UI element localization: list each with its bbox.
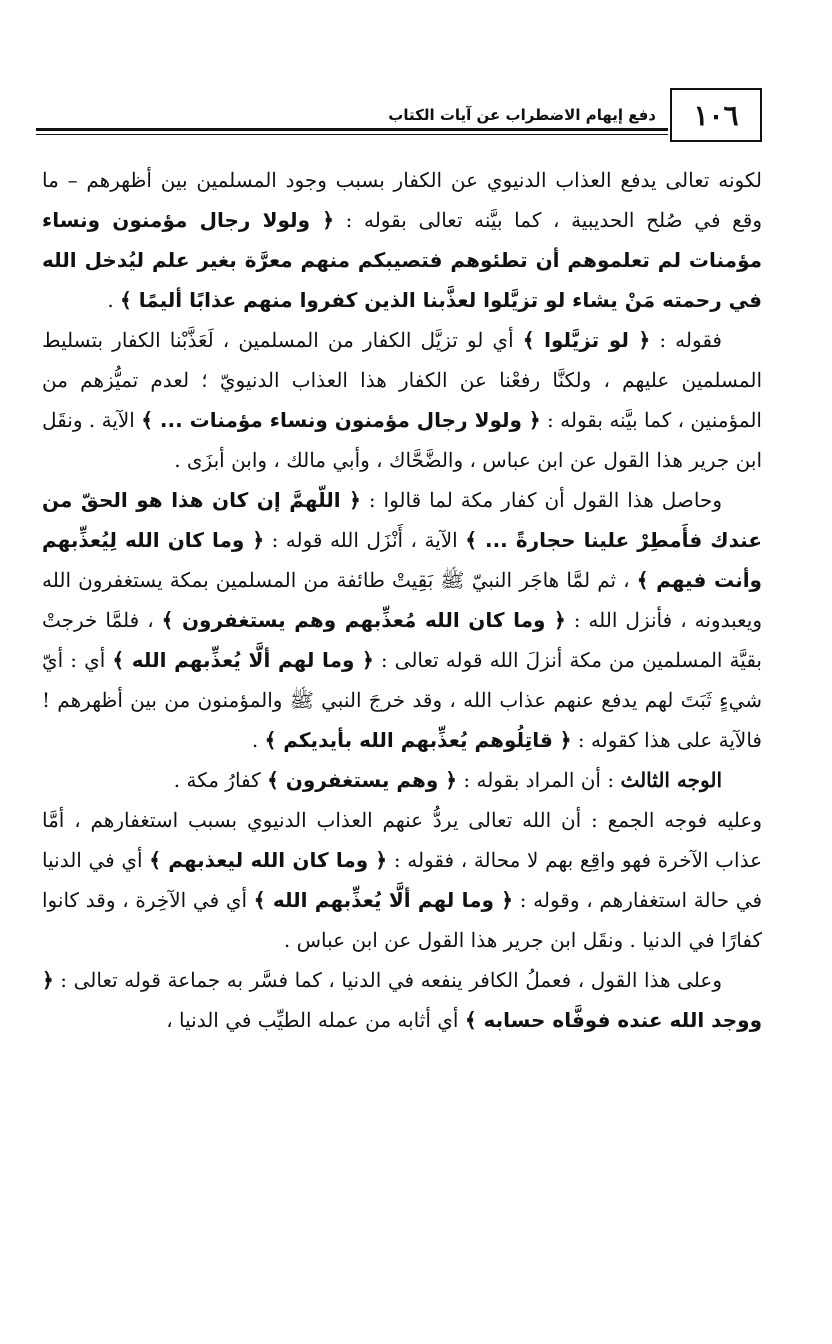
page-header — [36, 88, 762, 144]
quran-verse: ﴿ وما كان الله مُعذِّبهم وهم يستغفرون ﴾ — [161, 608, 566, 632]
body-text — [42, 160, 762, 1040]
body-run: : أن المراد بقوله : — [457, 768, 621, 792]
quran-verse: ﴿ وهم يستغفرون ﴾ — [267, 768, 458, 792]
paragraph — [42, 800, 762, 960]
body-run: أي في الآخِرة ، وقد كانوا كفارًا في الدنيا . ونقَل ابن جرير هذا القول عن ابن عباس . — [42, 888, 762, 952]
body-run: وعلى هذا القول ، فعملُ الكافر ينفعه في الدنيا ، كما فسَّر به جماعة قوله تعالى : — [53, 968, 722, 992]
body-run: ، فلمَّا خرجتْ بقيَّة المسلمين من مكة أنزلَ الله قوله تعالى : — [42, 608, 763, 672]
body-run: أي أثابه من عمله الطيِّب في الدنيا ، — [166, 1008, 465, 1032]
quran-verse: ﴿ لو تزيَّلوا ﴾ — [522, 328, 651, 352]
quran-verse: ﴿ ووجد الله عنده فوفَّاه حسابه ﴾ — [42, 968, 762, 1032]
quran-verse: ﴿ وما لهم ألَّا يُعذِّبهم الله ﴾ — [253, 888, 513, 912]
body-run: . — [251, 728, 265, 752]
body-run: ، ثم لمَّا هاجَر النبيّ ﷺ بَقِيتْ طائفة من المسلمين بمكة يستغفرون الله ويعبدونه ، فأنزل الله : — [42, 568, 762, 632]
header-rule-thick — [36, 128, 668, 131]
body-run: . — [107, 288, 121, 312]
body-run: لكونه تعالى يدفع العذاب الدنيوي عن الكفار بسبب وجود المسلمين بين أظهرهم – ما وقع في صُلح الحديبية ، كما بيَّنه تعالى بقوله : — [42, 168, 763, 232]
body-run: وعليه فوجه الجمع : أن الله تعالى يردُّ عنهم العذاب الدنيوي بسبب استغفارهم ، أمَّا عذاب الآخرة فهو واقِع بهم لا محالة ، فقوله : — [42, 808, 763, 872]
section-heading: الوجه الثالث — [620, 768, 722, 792]
body-run: وحاصل هذا القول أن كفار مكة لما قالوا : — [360, 488, 722, 512]
quran-verse: ﴿ وما لهم ألَّا يُعذِّبهم الله ﴾ — [112, 648, 374, 672]
paragraph — [42, 480, 762, 760]
quran-verse: ﴿ وما كان الله لِيُعذِّبهم وأنت فيهم ﴾ — [42, 528, 762, 592]
quran-verse: ﴿ اللّهمَّ إن كان هذا هو الحقّ من عندك فأَمطِرْ علينا حجارةً ... ﴾ — [42, 488, 762, 552]
running-title: دفع إيهام الاضطراب عن آيات الكتاب — [388, 106, 656, 124]
quran-verse: ﴿ وما كان الله ليعذبهم ﴾ — [149, 848, 388, 872]
header-rule-thin — [36, 134, 668, 135]
body-run: الآية ، أَنْزَل الله قوله : — [264, 528, 466, 552]
body-run: كفارُ مكة . — [173, 768, 268, 792]
body-run: أي لو تزيَّل الكفار من المسلمين ، لَعَذَّبْنا الكفار بتسليط المسلمين عليهم ، ولكنَّا رفعْنا عن الكفار هذا العذاب الدنيويّ ؛ لعدم تميُّزهم من المؤمنين ، كما بيَّنه بقوله : — [42, 328, 762, 432]
quran-verse: ﴿ قاتِلُوهم يُعذِّبهم الله بأيديكم ﴾ — [264, 728, 572, 752]
paragraph — [42, 960, 762, 1040]
quran-verse: ﴿ ولولا رجال مؤمنون ونساء مؤمنات ... ﴾ — [141, 408, 541, 432]
paragraph — [42, 160, 762, 320]
body-run: فقوله : — [650, 328, 722, 352]
page-number: ١٠٦ — [670, 88, 762, 142]
paragraph — [42, 320, 762, 480]
body-run: أي : أيّ شيءٍ ثَبَتَ لهم يدفع عنهم عذاب الله ، وقد خرجَ النبي ﷺ والمؤمنون من بين أظهرهم ! فالآية على هذا كقوله : — [42, 648, 762, 752]
body-run: الآية . ونقَل ابن جرير هذا القول عن ابن عباس ، والضَّحَّاك ، وأبي مالك ، وابن أبزَى . — [42, 408, 762, 472]
body-run: أي في الدنيا في حالة استغفارهم ، وقوله : — [42, 848, 763, 912]
paragraph — [42, 760, 762, 800]
quran-verse: ﴿ ولولا رجال مؤمنون ونساء مؤمنات لم تعلموهم أن تطئوهم فتصيبكم منهم معرَّة بغير علم ليُدخل الله في رحمته مَنْ يشاء لو تزيَّلوا لعذَّبنا الذين كفروا منهم عذابًا أليمًا ﴾ — [42, 208, 762, 312]
